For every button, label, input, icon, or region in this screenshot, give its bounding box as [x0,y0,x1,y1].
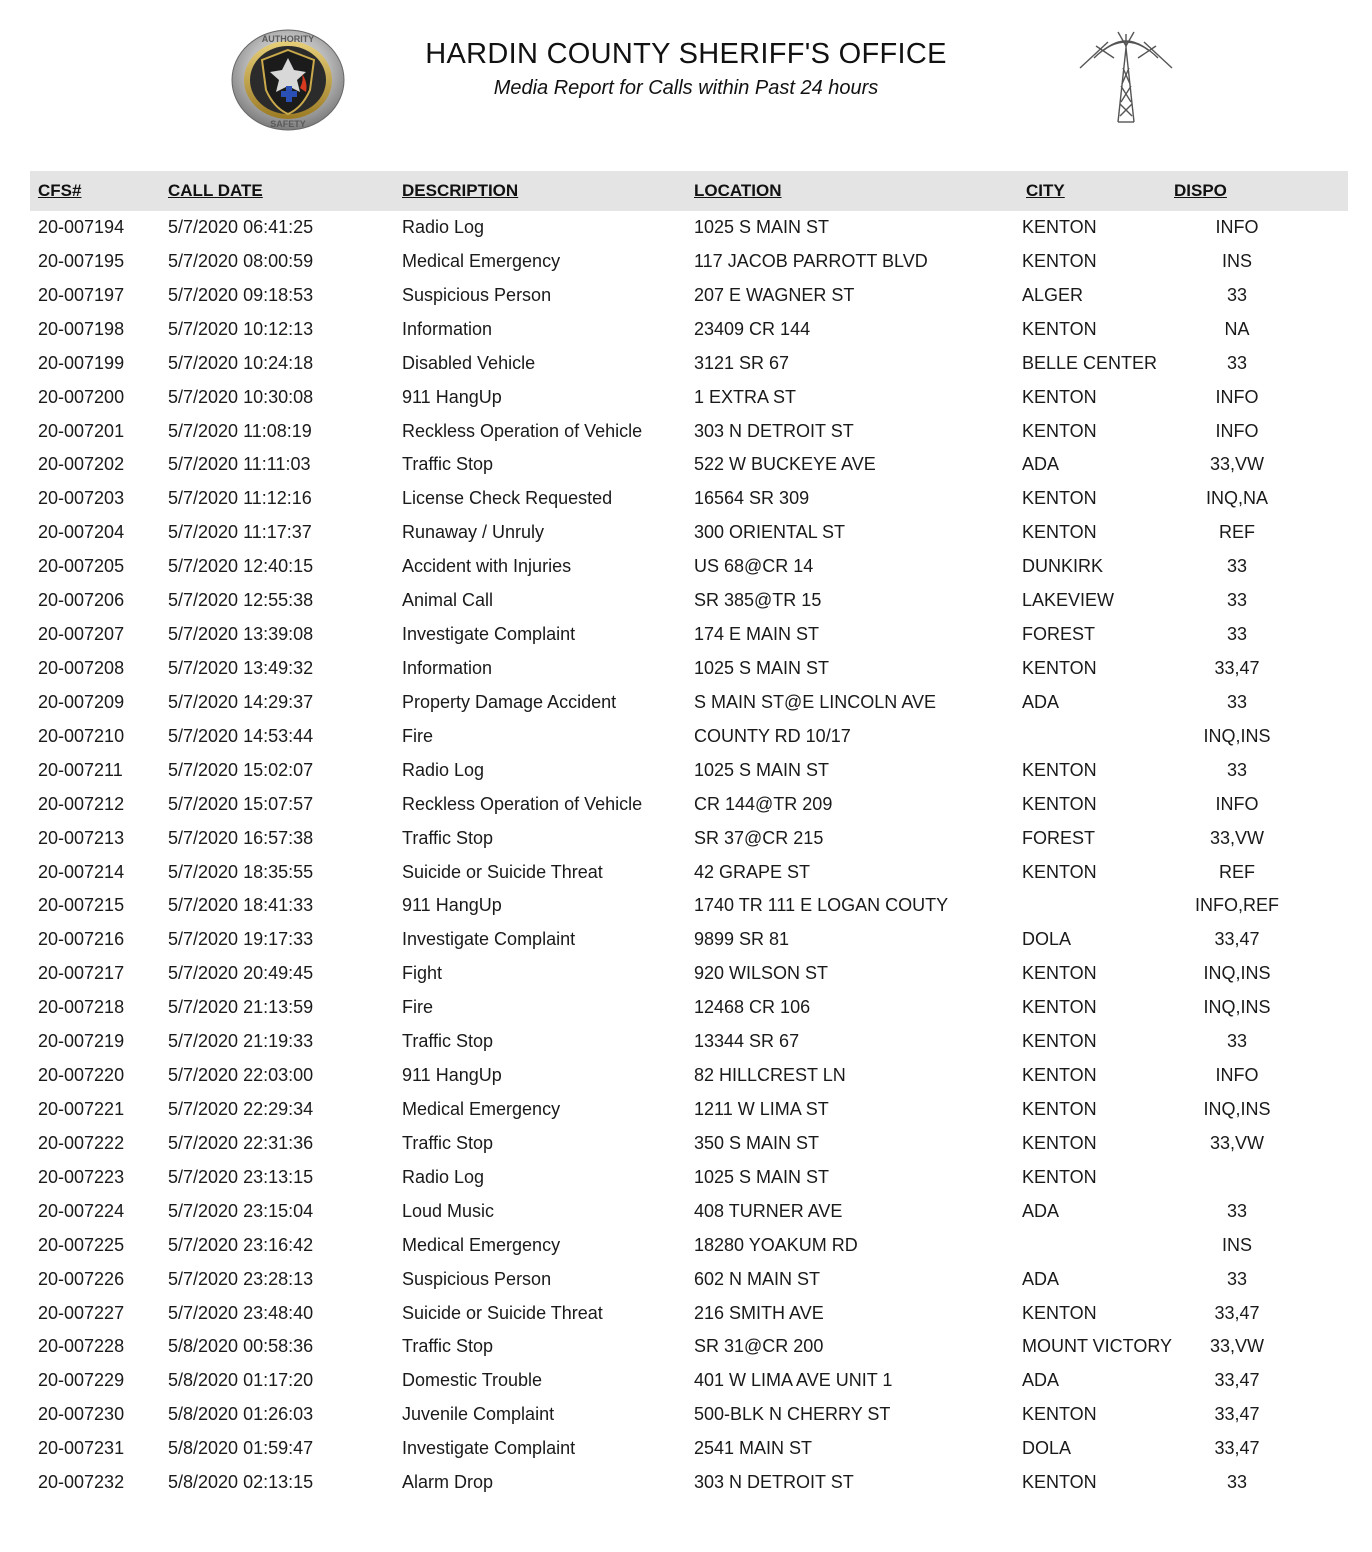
city-cell: KENTON [1022,1166,1097,1187]
call-date-cell: 5/7/2020 22:03:00 [168,1065,314,1086]
dispo-cell: INQ,INS [1203,1098,1271,1119]
call-date-cell: 5/7/2020 19:17:33 [168,929,314,950]
call-date-cell: 5/7/2020 23:48:40 [168,1302,314,1323]
description-cell: Investigate Complaint [402,624,576,645]
description-cell: Information [402,318,493,339]
cfs-number-cell: 20-007205 [38,556,125,577]
call-date-cell: 5/7/2020 11:11:03 [168,454,311,475]
description-cell: Accident with Injuries [402,556,572,577]
city-cell: BELLE CENTER [1022,352,1158,373]
location-cell: 350 S MAIN ST [694,1132,820,1153]
city-cell: KENTON [1022,1031,1097,1052]
city-cell: KENTON [1022,386,1097,407]
location-cell: 82 HILLCREST LN [694,1065,846,1086]
location-cell: 1025 S MAIN ST [694,657,830,678]
cfs-number-cell: 20-007200 [38,386,125,407]
dispo-cell: 33,47 [1214,929,1260,950]
dispo-cell: 33 [1226,624,1248,645]
call-date-cell: 5/7/2020 13:49:32 [168,657,314,678]
cfs-number-cell: 20-007203 [38,488,125,509]
cfs-number-cell: 20-007197 [38,284,125,305]
column-header-location[interactable]: LOCATION [694,181,782,200]
table-row [0,1127,1350,1161]
description-cell: Suicide or Suicide Threat [402,1302,603,1323]
dispo-cell: 33,VW [1209,454,1265,475]
description-cell: Loud Music [402,1200,495,1221]
table-row [0,1093,1350,1127]
call-date-cell: 5/7/2020 22:31:36 [168,1132,314,1153]
table-row [0,313,1350,347]
cfs-number-cell: 20-007202 [38,454,125,475]
location-cell: 300 ORIENTAL ST [694,522,846,543]
location-cell: 117 JACOB PARROTT BLVD [694,250,928,271]
call-date-cell: 5/8/2020 02:13:15 [168,1472,314,1493]
table-row [0,720,1350,754]
page-title: HARDIN COUNTY SHERIFF'S OFFICE [425,38,947,70]
cfs-number-cell: 20-007218 [38,997,125,1018]
table-row [0,211,1350,245]
description-cell: License Check Requested [402,488,613,509]
description-cell: Runaway / Unruly [402,522,545,543]
dispo-cell: REF [1219,522,1255,543]
city-cell: ADA [1022,1200,1060,1221]
description-cell: Juvenile Complaint [402,1404,555,1425]
location-cell: 3121 SR 67 [694,352,790,373]
location-cell: 207 E WAGNER ST [694,284,855,305]
city-cell: ADA [1022,1268,1060,1289]
dispo-cell: 33 [1226,284,1248,305]
dispo-cell: INQ,INS [1203,725,1271,746]
cfs-number-cell: 20-007213 [38,827,125,848]
call-date-cell: 5/7/2020 11:12:16 [168,488,312,509]
location-cell: SR 31@CR 200 [694,1336,824,1357]
dispo-cell: REF [1219,861,1255,882]
call-date-cell: 5/7/2020 15:07:57 [168,793,314,814]
table-row [0,754,1350,788]
location-cell: 500-BLK N CHERRY ST [694,1404,891,1425]
location-cell: 303 N DETROIT ST [694,1472,854,1493]
cfs-number-cell: 20-007221 [38,1098,125,1119]
table-row [0,856,1350,890]
call-date-cell: 5/7/2020 08:00:59 [168,250,314,271]
dispo-cell: INQ,INS [1203,963,1271,984]
cfs-number-cell: 20-007220 [38,1065,125,1086]
call-date-cell: 5/7/2020 14:29:37 [168,691,314,712]
logo-text-bottom: SAFETY [270,119,306,129]
call-date-cell: 5/7/2020 12:40:15 [168,556,314,577]
dispo-cell: 33,VW [1209,1336,1265,1357]
dispo-cell: 33 [1226,352,1248,373]
city-cell: KENTON [1022,861,1097,882]
table-row [0,1195,1350,1229]
description-cell: Animal Call [402,590,494,611]
cfs-number-cell: 20-007217 [38,963,125,984]
city-cell: KENTON [1022,217,1097,237]
location-cell: 12468 CR 106 [694,997,811,1018]
call-date-cell: 5/7/2020 18:35:55 [168,861,314,882]
location-cell: 2541 MAIN ST [694,1438,813,1459]
city-cell: KENTON [1022,250,1097,271]
table-row [0,1398,1350,1432]
description-cell: Fire [402,725,433,746]
table-row [0,889,1350,923]
cfs-number-cell: 20-007216 [38,929,125,950]
cfs-number-cell: 20-007204 [38,522,125,543]
cfs-number-cell: 20-007209 [38,691,125,712]
table-row [0,1025,1350,1059]
table-row [0,482,1350,516]
cfs-number-cell: 20-007222 [38,1132,125,1153]
call-date-cell: 5/7/2020 12:55:38 [168,590,314,611]
cfs-number-cell: 20-007231 [38,1438,125,1459]
cfs-number-cell: 20-007228 [38,1336,125,1357]
column-header-city[interactable]: CITY [1026,181,1065,200]
call-date-cell: 5/7/2020 23:13:15 [168,1166,314,1187]
city-cell: KENTON [1022,759,1097,780]
dispo-cell: INS [1221,250,1252,271]
cfs-number-cell: 20-007206 [38,590,125,611]
location-cell: 408 TURNER AVE [694,1200,843,1221]
dispo-cell: 33 [1226,590,1248,611]
city-cell: KENTON [1022,1302,1097,1323]
location-cell: SR 385@TR 15 [694,590,822,611]
dispo-cell: INFO [1215,793,1259,814]
call-date-cell: 5/8/2020 01:26:03 [168,1404,314,1425]
description-cell: Medical Emergency [402,250,561,271]
dispo-cell: INFO [1215,386,1259,407]
location-cell: 1025 S MAIN ST [694,1166,830,1187]
location-cell: 13344 SR 67 [694,1031,800,1052]
description-cell: Suspicious Person [402,1268,552,1289]
city-cell: KENTON [1022,318,1097,339]
description-cell: Medical Emergency [402,1234,561,1255]
description-cell: Radio Log [402,759,485,780]
location-cell: 522 W BUCKEYE AVE [694,454,876,475]
description-cell: Traffic Stop [402,827,494,848]
table-row [0,516,1350,550]
city-cell: DUNKIRK [1022,556,1104,577]
description-cell: Traffic Stop [402,1336,494,1357]
cfs-number-cell: 20-007214 [38,861,125,882]
dispo-cell: 33,47 [1214,1404,1260,1425]
table-row [0,279,1350,313]
cfs-number-cell: 20-007211 [38,759,123,780]
call-date-cell: 5/7/2020 23:16:42 [168,1234,314,1255]
table-row [0,584,1350,618]
table-row [0,448,1350,482]
city-cell: FOREST [1022,827,1096,848]
page-subtitle: Media Report for Calls within Past 24 hours [493,77,879,99]
call-date-cell: 5/7/2020 10:30:08 [168,386,314,407]
table-row [0,686,1350,720]
dispo-cell: 33 [1226,1031,1248,1052]
location-cell: S MAIN ST@E LINCOLN AVE [694,691,936,712]
dispo-cell: 33 [1226,691,1248,712]
city-cell: KENTON [1022,488,1097,509]
table-row [0,957,1350,991]
city-cell: KENTON [1022,793,1097,814]
description-cell: Investigate Complaint [402,929,576,950]
cfs-number-cell: 20-007210 [38,725,125,746]
city-cell: ALGER [1022,284,1084,305]
call-date-cell: 5/8/2020 01:17:20 [168,1370,314,1391]
table-row [0,1297,1350,1331]
description-cell: Traffic Stop [402,1132,494,1153]
column-header-dispo[interactable]: DISPO [1174,181,1227,200]
call-date-cell: 5/7/2020 06:41:25 [168,217,314,237]
description-cell: 911 HangUp [402,386,502,407]
dispo-cell: 33,47 [1214,1302,1260,1323]
city-cell: KENTON [1022,1132,1097,1153]
location-cell: 1740 TR 111 E LOGAN COUTY [694,895,949,916]
dispo-cell: INS [1221,1234,1252,1255]
city-cell: DOLA [1022,929,1072,950]
description-cell: 911 HangUp [402,895,502,916]
description-cell: Traffic Stop [402,454,494,475]
description-cell: Fight [402,963,443,984]
city-cell: MOUNT VICTORY [1022,1336,1173,1357]
location-cell: SR 37@CR 215 [694,827,824,848]
description-cell: Reckless Operation of Vehicle [402,420,643,441]
city-cell: KENTON [1022,997,1097,1018]
dispo-cell: 33 [1226,759,1248,780]
description-cell: Radio Log [402,217,485,237]
description-cell: Alarm Drop [402,1472,494,1493]
city-cell: ADA [1022,691,1060,712]
dispo-cell: INFO [1215,1065,1259,1086]
cfs-number-cell: 20-007232 [38,1472,125,1493]
table-row [0,1229,1350,1263]
dispo-cell: 33 [1226,556,1248,577]
call-date-cell: 5/8/2020 01:59:47 [168,1438,314,1459]
table-row [0,347,1350,381]
location-cell: 42 GRAPE ST [694,861,811,882]
logo-text-top: AUTHORITY [261,34,315,44]
dispo-cell: 33,47 [1214,657,1260,678]
description-cell: Medical Emergency [402,1098,561,1119]
cfs-number-cell: 20-007199 [38,352,125,373]
description-cell: Investigate Complaint [402,1438,576,1459]
cfs-number-cell: 20-007208 [38,657,125,678]
call-date-cell: 5/7/2020 15:02:07 [168,759,314,780]
cfs-number-cell: 20-007226 [38,1268,125,1289]
dispo-cell: INFO,REF [1195,895,1279,916]
location-cell: 401 W LIMA AVE UNIT 1 [694,1370,893,1391]
city-cell: KENTON [1022,1472,1097,1493]
call-date-cell: 5/7/2020 23:28:13 [168,1268,314,1289]
dispo-cell: 33 [1226,1200,1248,1221]
dispo-cell: 33,VW [1209,1132,1265,1153]
location-cell: 602 N MAIN ST [694,1268,821,1289]
cfs-number-cell: 20-007195 [38,250,125,271]
call-date-cell: 5/7/2020 22:29:34 [168,1098,314,1119]
location-cell: 1211 W LIMA ST [694,1098,829,1119]
table-row [0,1161,1350,1195]
table-row [0,1432,1350,1466]
dispo-cell: INFO [1215,217,1259,237]
description-cell: Reckless Operation of Vehicle [402,793,643,814]
location-cell: 16564 SR 309 [694,488,810,509]
cfs-number-cell: 20-007230 [38,1404,125,1425]
description-cell: Disabled Vehicle [402,352,536,373]
description-cell: Fire [402,997,433,1018]
cfs-number-cell: 20-007207 [38,624,125,645]
table-row [0,1466,1350,1500]
city-cell: KENTON [1022,657,1097,678]
call-date-cell: 5/7/2020 16:57:38 [168,827,314,848]
dispo-cell: 33,47 [1214,1370,1260,1391]
location-cell: 1025 S MAIN ST [694,759,830,780]
call-date-cell: 5/7/2020 11:08:19 [168,420,312,441]
table-row [0,415,1350,449]
cfs-number-cell: 20-007224 [38,1200,125,1221]
city-cell: DOLA [1022,1438,1072,1459]
cfs-number-cell: 20-007215 [38,895,125,916]
description-cell: Traffic Stop [402,1031,494,1052]
cfs-number-cell: 20-007219 [38,1031,125,1052]
location-cell: 920 WILSON ST [694,963,829,984]
city-cell: KENTON [1022,963,1097,984]
table-row [0,1059,1350,1093]
cfs-number-cell: 20-007212 [38,793,125,814]
location-cell: 1025 S MAIN ST [694,217,830,237]
call-date-cell: 5/7/2020 20:49:45 [168,963,314,984]
city-cell: FOREST [1022,624,1096,645]
cfs-number-cell: 20-007194 [38,217,125,237]
cfs-number-cell: 20-007225 [38,1234,125,1255]
table-row [0,923,1350,957]
dispo-cell: 33,47 [1214,1438,1260,1459]
call-date-cell: 5/7/2020 09:18:53 [168,284,314,305]
city-cell: KENTON [1022,1098,1097,1119]
call-date-cell: 5/7/2020 10:24:18 [168,352,314,373]
city-cell: KENTON [1022,420,1097,441]
description-cell: Radio Log [402,1166,485,1187]
call-date-cell: 5/7/2020 13:39:08 [168,624,314,645]
table-row [0,618,1350,652]
table-row [0,1263,1350,1297]
description-cell: Information [402,657,493,678]
city-cell: KENTON [1022,1065,1097,1086]
dispo-cell: 33 [1226,1472,1248,1493]
table-row [0,652,1350,686]
city-cell: KENTON [1022,522,1097,543]
dispo-cell: 33 [1226,1268,1248,1289]
cfs-number-cell: 20-007227 [38,1302,125,1323]
table-row [0,1364,1350,1398]
city-cell: LAKEVIEW [1022,590,1115,611]
dispo-cell: INQ,NA [1205,488,1268,509]
radio-tower-icon [1074,28,1178,128]
dispo-cell: 33,VW [1209,827,1265,848]
call-date-cell: 5/7/2020 10:12:13 [168,318,314,339]
table-row [0,822,1350,856]
location-cell: CR 144@TR 209 [694,793,833,814]
column-header-call-date[interactable]: CALL DATE [168,181,263,200]
column-header-description[interactable]: DESCRIPTION [402,181,519,200]
city-cell: KENTON [1022,1404,1097,1425]
call-date-cell: 5/7/2020 21:13:59 [168,997,314,1018]
call-date-cell: 5/7/2020 21:19:33 [168,1031,314,1052]
cfs-number-cell: 20-007198 [38,318,125,339]
description-cell: 911 HangUp [402,1065,502,1086]
location-cell: 174 E MAIN ST [694,624,820,645]
call-date-cell: 5/7/2020 14:53:44 [168,725,314,746]
location-cell: 9899 SR 81 [694,929,790,950]
table-row [0,788,1350,822]
call-date-cell: 5/7/2020 23:15:04 [168,1200,314,1221]
cfs-number-cell: 20-007229 [38,1370,125,1391]
city-cell: ADA [1022,1370,1060,1391]
cfs-number-cell: 20-007223 [38,1166,125,1187]
call-date-cell: 5/7/2020 11:17:37 [168,522,312,543]
dispo-cell: NA [1224,318,1250,339]
location-cell: COUNTY RD 10/17 [694,725,851,746]
location-cell: 1 EXTRA ST [694,386,797,407]
description-cell: Property Damage Accident [402,691,617,712]
table-row [0,991,1350,1025]
table-row [0,550,1350,584]
description-cell: Domestic Trouble [402,1370,543,1391]
city-cell: ADA [1022,454,1060,475]
dispo-cell: INFO [1215,420,1259,441]
location-cell: 23409 CR 144 [694,318,811,339]
description-cell: Suicide or Suicide Threat [402,861,603,882]
cfs-number-cell: 20-007201 [38,420,125,441]
call-date-cell: 5/7/2020 18:41:33 [168,895,314,916]
location-cell: 18280 YOAKUM RD [694,1234,858,1255]
table-row [0,245,1350,279]
column-header-cfs[interactable]: CFS# [38,181,82,200]
location-cell: 303 N DETROIT ST [694,420,854,441]
calls-table-body [0,211,1350,1500]
location-cell: 216 SMITH AVE [694,1302,824,1323]
table-row [0,381,1350,415]
table-row [0,1330,1350,1364]
location-cell: US 68@CR 14 [694,556,814,577]
description-cell: Suspicious Person [402,284,552,305]
call-date-cell: 5/8/2020 00:58:36 [168,1336,314,1357]
dispo-cell: INQ,INS [1203,997,1271,1018]
